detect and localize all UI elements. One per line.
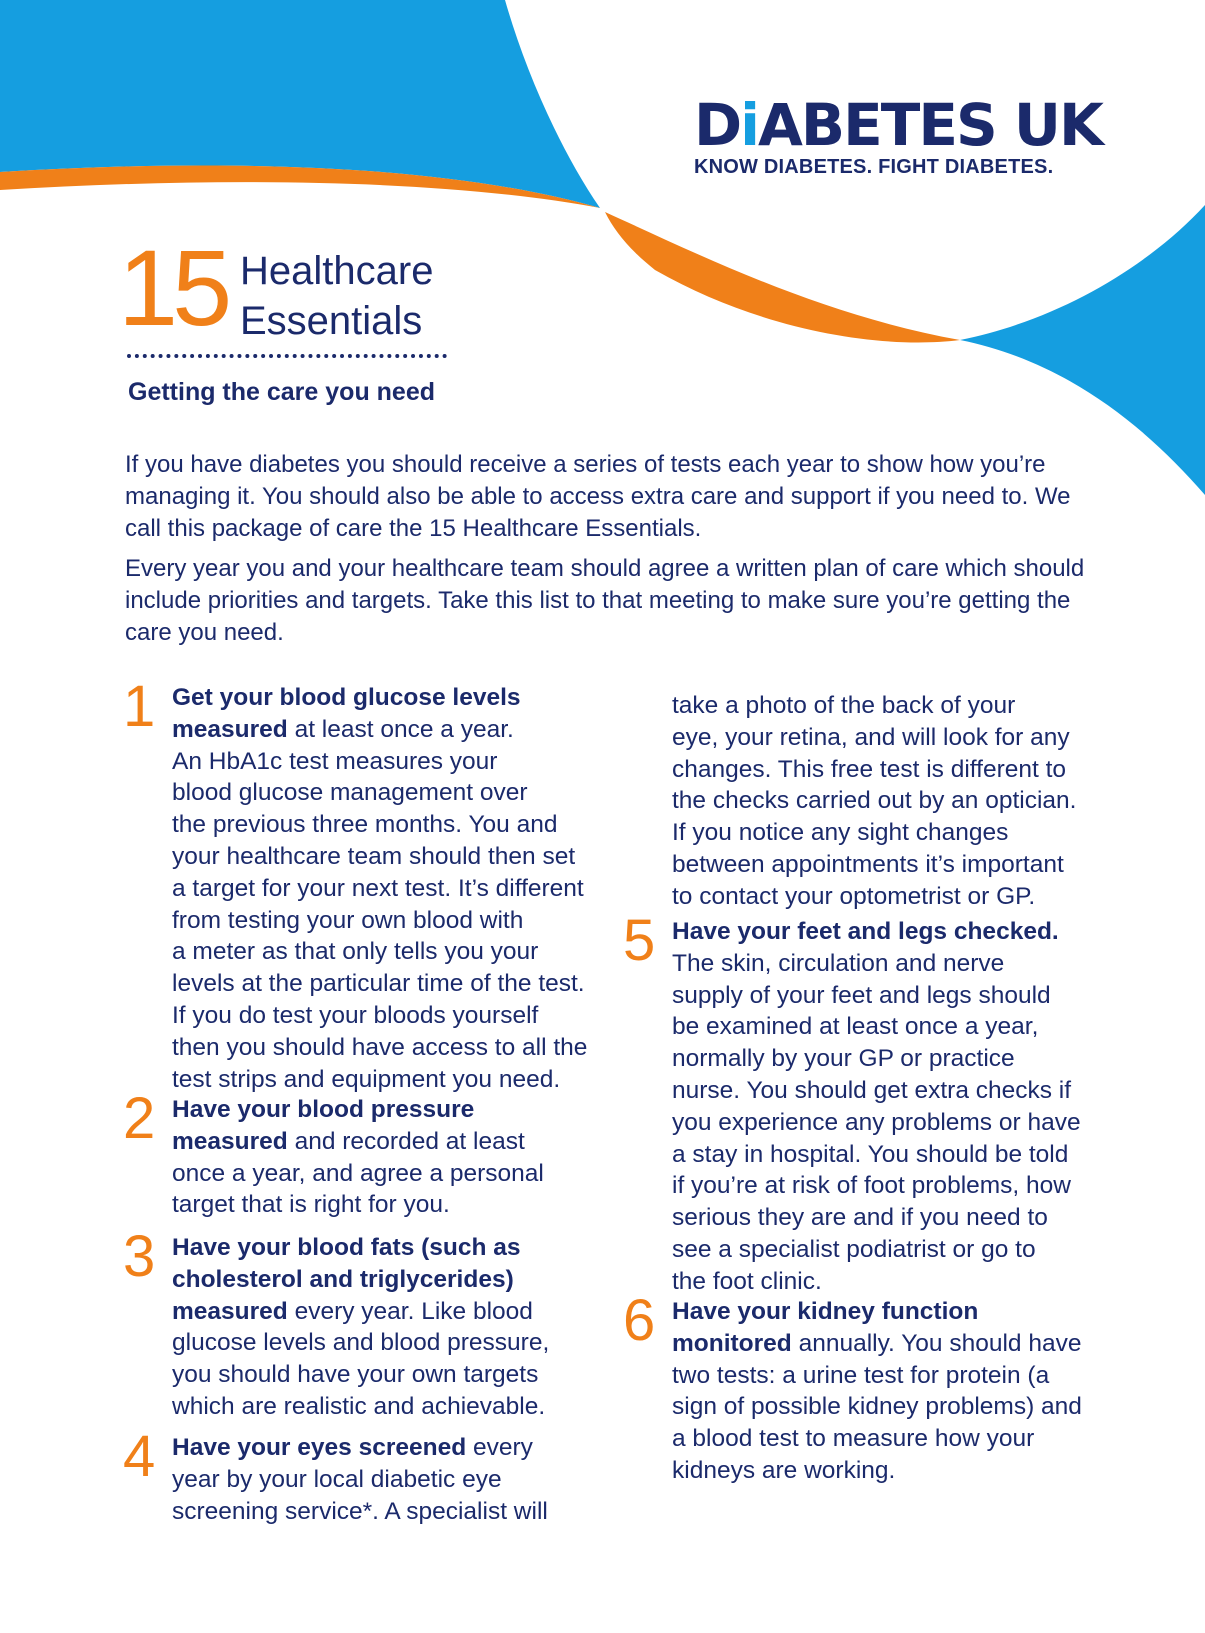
item-line: the checks carried out by an optician. bbox=[672, 787, 1077, 815]
item-line bbox=[172, 1232, 592, 1264]
essential-item-1 bbox=[123, 674, 592, 1095]
item-number: 3 bbox=[123, 1224, 156, 1289]
item-line bbox=[672, 1328, 1092, 1360]
diabetes-uk-logo bbox=[694, 91, 1102, 179]
item-line: between appointments it’s important bbox=[672, 850, 1064, 878]
item-heading: monitored bbox=[672, 1329, 792, 1357]
item-heading: Get your blood glucose levels bbox=[172, 684, 521, 711]
item-line: which are realistic and achievable. bbox=[172, 1392, 546, 1420]
item-line: two tests: a urine test for protein (a bbox=[672, 1361, 1050, 1389]
item-line bbox=[172, 1432, 592, 1464]
item-line: to contact your optometrist or GP. bbox=[672, 882, 1036, 910]
item-heading: Have your blood fats (such as bbox=[172, 1234, 521, 1261]
item-heading: measured bbox=[172, 715, 288, 743]
item-line: a meter as that only tells you your bbox=[172, 938, 539, 966]
item-line bbox=[172, 1126, 592, 1158]
item-number: 2 bbox=[123, 1086, 156, 1151]
item-line: you experience any problems or have bbox=[672, 1108, 1081, 1136]
item-line: If you do test your bloods yourself bbox=[172, 1001, 539, 1029]
item-line: The skin, circulation and nerve bbox=[672, 949, 1005, 977]
essential-item-6 bbox=[623, 1288, 1092, 1487]
item-line: you should have your own targets bbox=[172, 1361, 539, 1389]
item-line: see a specialist podiatrist or go to bbox=[672, 1235, 1036, 1263]
item-body bbox=[172, 1432, 592, 1527]
item-line bbox=[172, 682, 592, 714]
logo-letter-d: D bbox=[694, 91, 741, 159]
item-text: every year. Like blood bbox=[287, 1297, 533, 1325]
item-heading: measured bbox=[172, 1127, 288, 1155]
item-line bbox=[172, 1264, 592, 1296]
item-text: at least once a year. bbox=[287, 715, 514, 743]
intro-paragraph-2: Every year you and your healthcare team should agree a written plan of care which should include priorities and targets. Take this list to that meeting to make sure you’re getting the care you need. bbox=[125, 555, 1085, 646]
item-line: a blood test to measure how your bbox=[672, 1425, 1035, 1453]
dotted-divider bbox=[127, 354, 447, 358]
item-heading: Have your kidney function bbox=[672, 1298, 979, 1325]
item-line: An HbA1c test measures your bbox=[172, 747, 498, 775]
item-line: sign of possible kidney problems) and bbox=[672, 1393, 1082, 1421]
essential-item-4 bbox=[123, 1424, 592, 1527]
item-heading: measured bbox=[172, 1297, 288, 1325]
item-line: then you should have access to all the bbox=[172, 1033, 588, 1061]
item-line: a stay in hospital. You should be told bbox=[672, 1140, 1069, 1168]
item-body bbox=[172, 1094, 592, 1221]
intro-text bbox=[125, 449, 1085, 657]
title-line-2: Essentials bbox=[240, 299, 423, 343]
item-line: a target for your next test. It’s different bbox=[172, 874, 584, 902]
item-heading: Have your blood pressure bbox=[172, 1096, 475, 1123]
essential-item-5 bbox=[623, 908, 1092, 1298]
item-line bbox=[672, 916, 1092, 948]
item-line bbox=[172, 1296, 592, 1328]
item-line: nurse. You should get extra checks if bbox=[672, 1076, 1072, 1104]
title-number: 15 bbox=[118, 227, 227, 348]
item-line: eye, your retina, and will look for any bbox=[672, 723, 1070, 751]
item-body bbox=[672, 1296, 1092, 1487]
item-line bbox=[672, 1296, 1092, 1328]
item-line: the previous three months. You and bbox=[172, 811, 558, 839]
item-number: 1 bbox=[123, 674, 156, 739]
item-line: serious they are and if you need to bbox=[672, 1204, 1048, 1232]
item-line: year by your local diabetic eye bbox=[172, 1465, 502, 1493]
item-number: 6 bbox=[623, 1288, 656, 1353]
item-4-continued bbox=[672, 690, 1102, 913]
item-text: and recorded at least bbox=[287, 1127, 525, 1155]
item-line: supply of your feet and legs should bbox=[672, 981, 1051, 1009]
title-line-1: Healthcare bbox=[240, 249, 434, 293]
item-line: blood glucose management over bbox=[172, 779, 528, 807]
item-line: If you notice any sight changes bbox=[672, 819, 1009, 847]
item-body bbox=[172, 682, 592, 1095]
item-line: be examined at least once a year, bbox=[672, 1013, 1039, 1041]
item-line bbox=[172, 714, 592, 746]
logo-rest: ABETES UK bbox=[758, 91, 1102, 159]
item-line: kidneys are working. bbox=[672, 1456, 896, 1484]
item-text: every bbox=[466, 1434, 533, 1461]
item-heading: Have your feet and legs checked. bbox=[672, 918, 1059, 945]
item-line: glucose levels and blood pressure, bbox=[172, 1329, 550, 1357]
item-line: test strips and equipment you need. bbox=[172, 1065, 561, 1093]
item-line: once a year, and agree a personal bbox=[172, 1159, 544, 1187]
item-number: 4 bbox=[123, 1424, 156, 1489]
logo-wordmark bbox=[694, 91, 1102, 159]
essential-item-2 bbox=[123, 1086, 592, 1221]
item-line: changes. This free test is different to bbox=[672, 755, 1067, 783]
item-line: levels at the particular time of the test. bbox=[172, 970, 585, 998]
item-body bbox=[672, 916, 1092, 1298]
item-line: if you’re at risk of foot problems, how bbox=[672, 1172, 1071, 1200]
essential-item-3 bbox=[123, 1224, 592, 1423]
subtitle: Getting the care you need bbox=[128, 378, 436, 406]
item-line: target that is right for you. bbox=[172, 1191, 450, 1219]
logo-letter-i: i bbox=[740, 91, 759, 159]
item-line: the foot clinic. bbox=[672, 1267, 822, 1295]
item-line: take a photo of the back of your bbox=[672, 692, 1016, 719]
item-line: normally by your GP or practice bbox=[672, 1045, 1015, 1073]
item-line: your healthcare team should then set bbox=[172, 842, 576, 870]
item-body bbox=[172, 1232, 592, 1423]
item-line bbox=[172, 1094, 592, 1126]
item-heading: Have your eyes screened bbox=[172, 1434, 467, 1461]
intro-paragraph-1: If you have diabetes you should receive a series of tests each year to show how you’re managing it. You should also be able to access extra care and support if you need to. We call this package of care the 15 Healthcare Essentials. bbox=[125, 451, 1071, 542]
title-text bbox=[240, 246, 433, 346]
logo-tagline: KNOW DIABETES. FIGHT DIABETES. bbox=[694, 156, 1054, 178]
middle-orange-swoosh bbox=[605, 212, 960, 342]
item-line: from testing your own blood with bbox=[172, 906, 524, 934]
item-text: annually. You should have bbox=[791, 1329, 1082, 1357]
item-heading: cholesterol and triglycerides) bbox=[172, 1265, 514, 1293]
item-line: screening service*. A specialist will bbox=[172, 1497, 548, 1525]
item-number: 5 bbox=[623, 908, 656, 973]
